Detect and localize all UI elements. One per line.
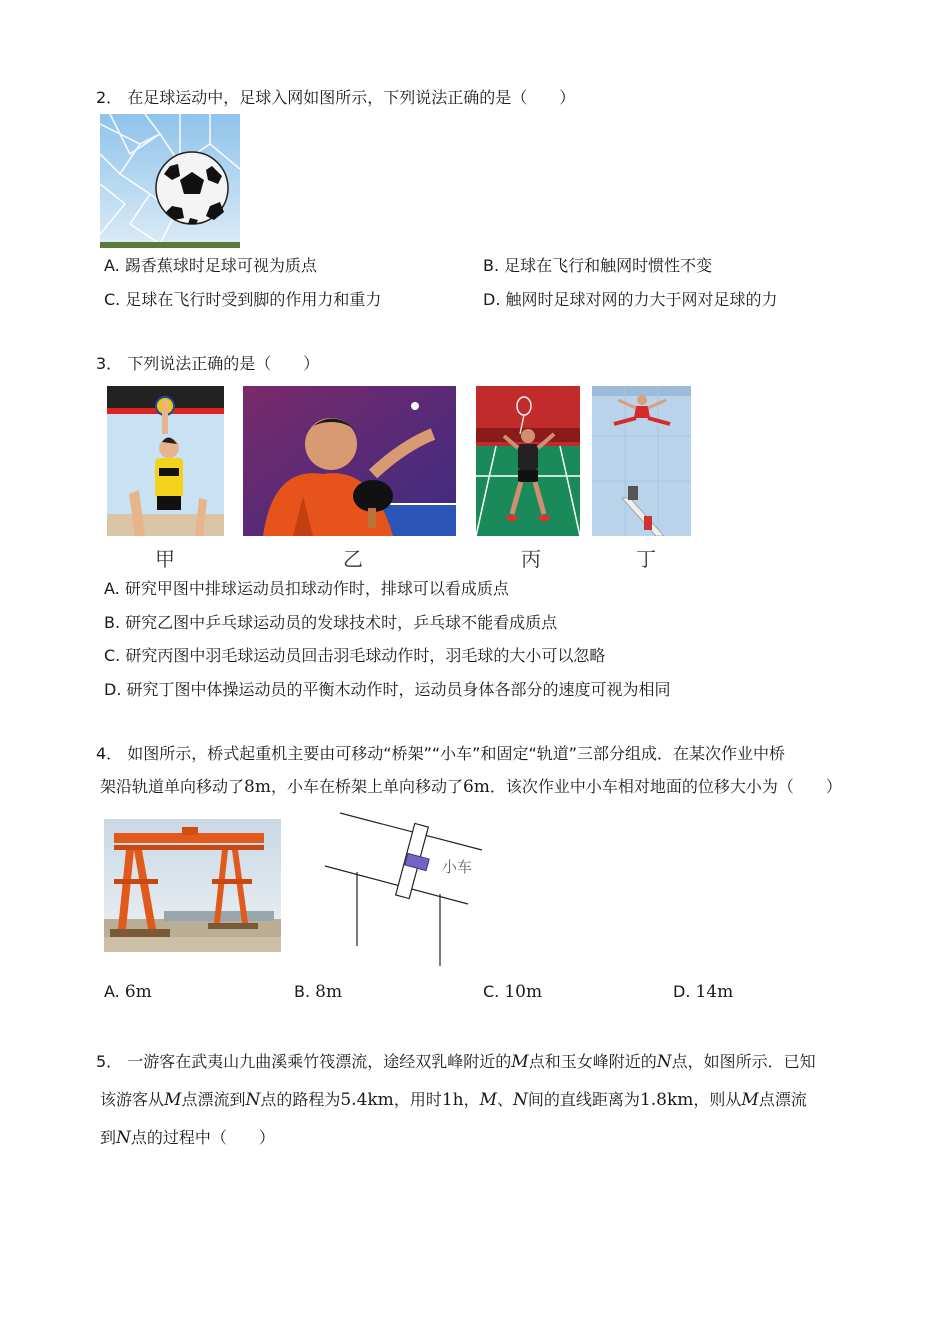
question-text: 到: [100, 1128, 117, 1147]
cart-label: 小车: [442, 858, 473, 876]
path-length: 5.4km: [340, 1090, 394, 1110]
question-text: ，则从: [693, 1090, 742, 1109]
point-m: M: [741, 1090, 759, 1110]
question-5-stem-line2: [100, 1083, 807, 1117]
option-d[interactable]: D. 触网时足球对网的力大于网对足球的力: [483, 290, 778, 309]
option-value: 6m: [124, 982, 152, 1002]
option-c[interactable]: C. 研究丙图中羽毛球运动员回击羽毛球动作时，羽毛球的大小可以忽略: [104, 646, 606, 665]
badminton-player-photo: [476, 386, 580, 536]
straight-distance: 1.8km: [639, 1090, 694, 1110]
question-number: 3．: [96, 354, 123, 373]
point-n: N: [656, 1052, 672, 1072]
question-text: ，: [463, 1090, 480, 1109]
soccer-ball-net-image: [100, 114, 240, 248]
balance-beam-gymnast-image: [592, 386, 691, 536]
bridge-crane-diagram: [320, 808, 490, 970]
question-number: 2．: [96, 88, 123, 107]
option-d[interactable]: [673, 982, 733, 1002]
point-n: N: [116, 1128, 131, 1148]
question-text: 点的路程为: [260, 1090, 341, 1109]
question-text: ，用时: [393, 1090, 442, 1109]
question-text: ．该次作业中小车相对地面的位移大小为（ ）: [489, 777, 842, 796]
question-text: 下列说法正确的是（ ）: [127, 354, 320, 373]
option-letter: D.: [673, 982, 691, 1001]
volleyball-player-photo: [107, 386, 224, 536]
question-text: 如图所示，桥式起重机主要由可移动“桥架”“小车”和固定“轨道”三部分组成．在某次作业中桥: [127, 744, 786, 763]
cart-distance: 6m: [462, 777, 490, 797]
question-5-stem-line1: [96, 1045, 816, 1079]
option-c[interactable]: [483, 982, 542, 1002]
figure-caption-ding: 丁: [636, 547, 656, 571]
question-4-stem-line1: [96, 737, 785, 771]
option-c[interactable]: C. 足球在飞行时受到脚的作用力和重力: [104, 290, 382, 309]
point-m: M: [511, 1052, 529, 1072]
option-b[interactable]: B. 足球在飞行和触网时惯性不变: [483, 256, 713, 275]
volleyball-player-image: [107, 386, 224, 536]
question-text: 点和玉女峰附近的: [528, 1052, 657, 1071]
gantry-crane-image: [104, 819, 281, 952]
option-a[interactable]: A. 研究甲图中排球运动员扣球动作时，排球可以看成质点: [104, 579, 509, 598]
gantry-crane-photo: [104, 819, 281, 952]
point-n: N: [245, 1090, 261, 1110]
question-text: 该游客从: [100, 1090, 165, 1109]
question-text: 点的过程中（ ）: [130, 1128, 275, 1147]
option-b[interactable]: [294, 982, 342, 1002]
point-m: M: [164, 1090, 182, 1110]
question-2-stem: [96, 81, 575, 115]
badminton-player-image: [476, 386, 580, 536]
point-n: N: [513, 1090, 528, 1110]
option-value: 14m: [695, 982, 734, 1002]
question-number: 5．: [96, 1052, 123, 1071]
soccer-ball-net-photo: [100, 114, 240, 248]
question-text: 点，如图所示．已知: [671, 1052, 816, 1071]
question-text: ，小车在桥架上单向移动了: [270, 777, 463, 796]
question-text: 、: [497, 1090, 514, 1109]
option-letter: C.: [483, 982, 500, 1001]
option-b[interactable]: B. 研究乙图中乒乓球运动员的发球技术时，乒乓球不能看成质点: [104, 613, 558, 632]
figure-caption-jia: 甲: [155, 547, 175, 571]
question-number: 4．: [96, 744, 123, 763]
option-value: 10m: [504, 982, 543, 1002]
question-4-stem-line2: [100, 770, 842, 804]
figure-caption-bing: 丙: [521, 547, 541, 571]
question-text: 架沿轨道单向移动了: [100, 777, 245, 796]
option-d[interactable]: D. 研究丁图中体操运动员的平衡木动作时，运动员身体各部分的速度可视为相同: [104, 680, 671, 699]
option-letter: A.: [104, 982, 120, 1001]
balance-beam-gymnast-photo: [592, 386, 691, 536]
bridge-crane-diagram-svg: [320, 808, 490, 970]
question-text: 一游客在武夷山九曲溪乘竹筏漂流，途经双乳峰附近的: [127, 1052, 512, 1071]
option-a[interactable]: [104, 982, 152, 1002]
elapsed-time: 1h: [441, 1090, 464, 1110]
option-value: 8m: [315, 982, 343, 1002]
bridge-distance: 8m: [244, 777, 271, 797]
point-m: M: [479, 1090, 498, 1110]
question-3-stem: [96, 347, 319, 381]
option-letter: B.: [294, 982, 311, 1001]
option-a[interactable]: A. 踢香蕉球时足球可视为质点: [104, 256, 317, 275]
question-5-stem-line3: [100, 1121, 275, 1155]
table-tennis-player-image: [243, 386, 456, 536]
question-text: 在足球运动中，足球入网如图所示，下列说法正确的是（ ）: [127, 88, 576, 107]
question-text: 点漂流到: [181, 1090, 246, 1109]
question-text: 间的直线距离为: [527, 1090, 640, 1109]
table-tennis-player-photo: [243, 386, 456, 536]
question-text: 点漂流: [758, 1090, 807, 1109]
figure-caption-yi: 乙: [343, 547, 363, 571]
